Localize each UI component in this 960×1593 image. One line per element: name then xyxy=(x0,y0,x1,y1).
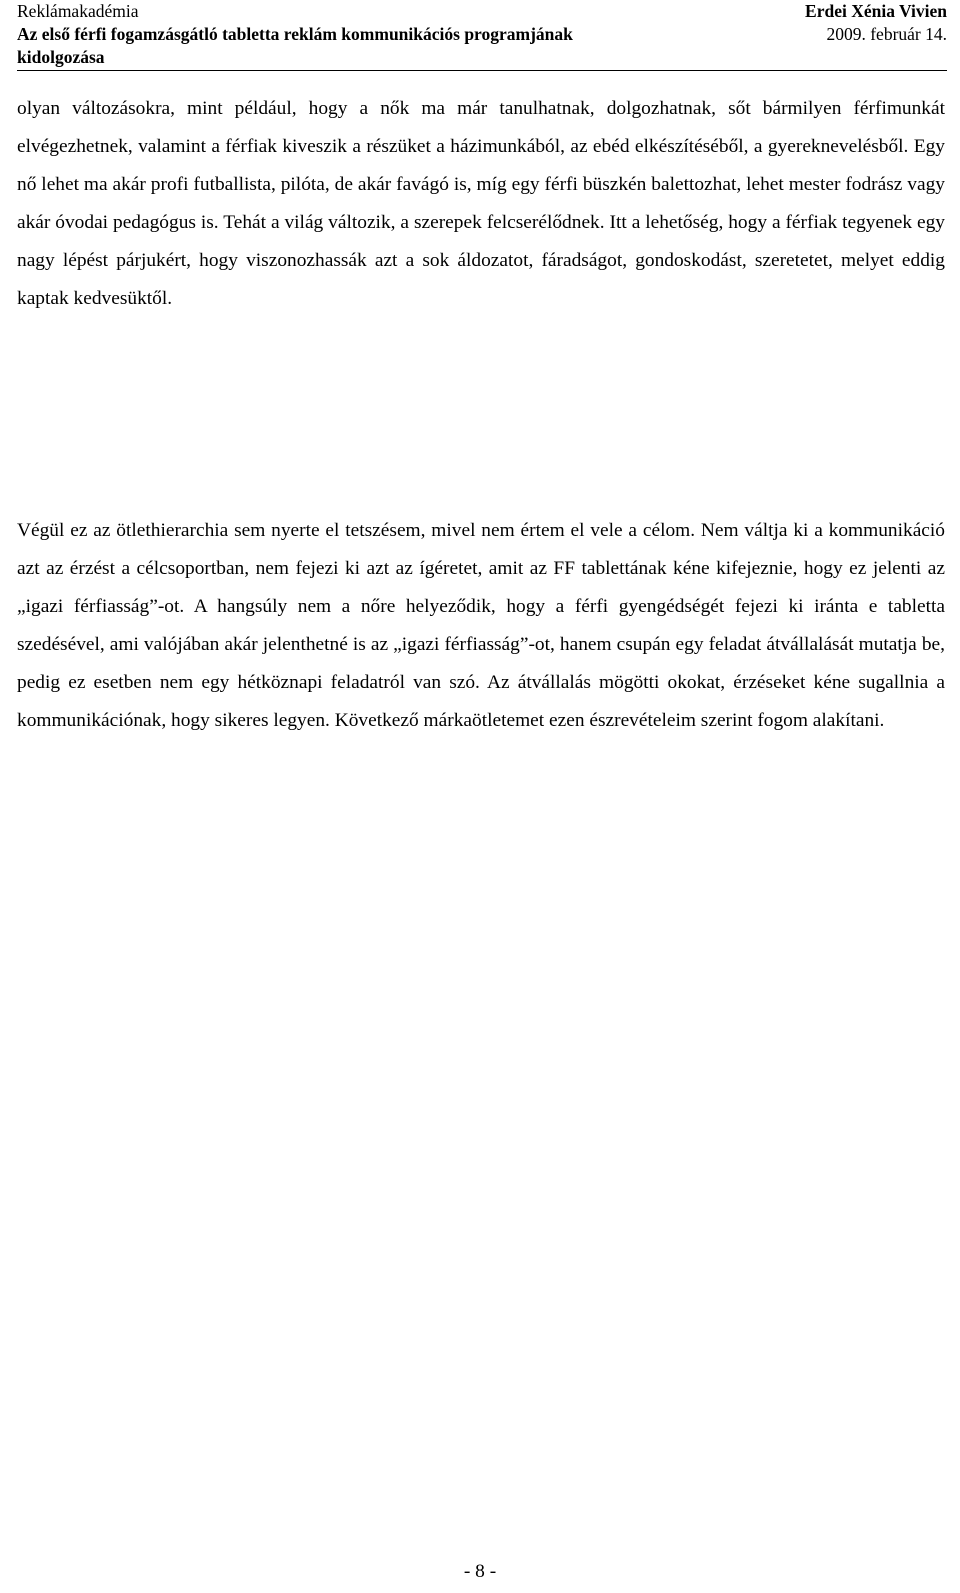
header-document-title: Az első férfi fogamzásgátló tabletta reklám kommunikációs programjának xyxy=(17,24,573,44)
header-organization: Reklámakadémia xyxy=(17,1,139,21)
header-document-title-cont: kidolgozása xyxy=(17,47,105,67)
header-left xyxy=(17,0,717,69)
page-header xyxy=(17,0,947,70)
body-paragraph-1: olyan változásokra, mint például, hogy a nők ma már tanulhatnak, dolgozhatnak, sőt bármilyen férfimunkát elvégezhetnek, valamint a férfiak kiveszik a részüket a házimunkából, az ebéd elkészítéséből, a gyereknevelésből. Egy nő lehet ma akár profi futballista, pilóta, de akár favágó is, míg egy férfi büszkén balettozhat, lehet mester fodrász vagy akár óvodai pedagógus is. Tehát a világ változik, a szerepek felcserélődnek. Itt a lehetőség, hogy a férfiak tegyenek egy nagy lépést párjukért, hogy viszonozhassák azt a sok áldozatot, fáradságot, gondoskodást, szeretetet, melyet eddig kaptak kedvesüktől. xyxy=(17,98,945,309)
header-right xyxy=(805,0,947,46)
body-paragraph-2: Végül ez az ötlethierarchia sem nyerte el tetszésem, mivel nem értem el vele a célom. Nem váltja ki a kommunikáció azt az érzést a célcsoportban, nem fejezi ki azt az ígéretet, amit az FF tablettának kéne kifejeznie, hogy ez jelenti az „igazi férfiasság”-ot. A hangsúly nem a nőre helyeződik, hogy a férfi gyengédségét fejezi ki iránta e tabletta szedésével, ami valójában akár jelenthetné is az „igazi férfiasság”-ot, hanem csupán egy feladat átvállalását mutatja be, pedig ez esetben nem egy hétköznapi feladatról van szó. Az átvállalás mögötti okokat, érzéseket kéne sugallnia a kommunikációnak, hogy sikeres legyen. Következő márkaötletemet ezen észrevételeim szerint fogom alakítani. xyxy=(17,520,945,731)
header-divider xyxy=(17,70,947,71)
header-date: 2009. február 14. xyxy=(826,24,947,44)
header-author: Erdei Xénia Vivien xyxy=(805,1,947,21)
page-number: - 8 - xyxy=(463,1561,497,1582)
